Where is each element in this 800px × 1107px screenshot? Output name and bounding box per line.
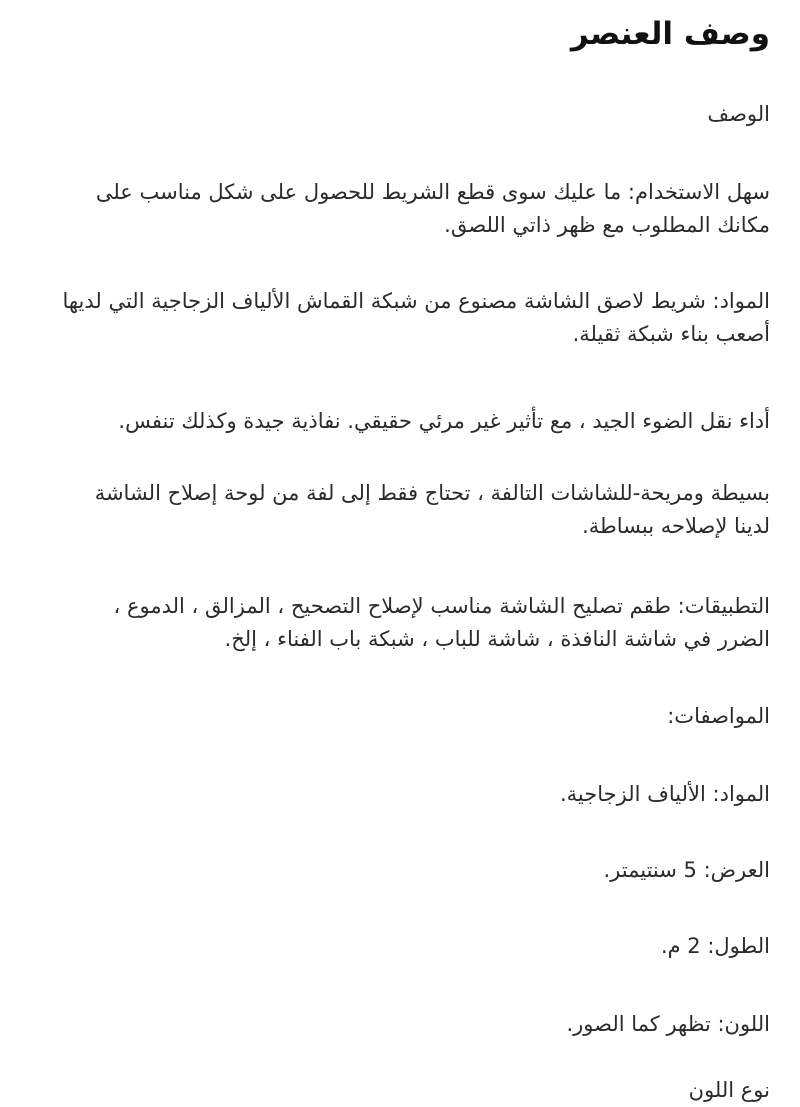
spec-width: العرض: 5 سنتيمتر. [603, 858, 770, 882]
applications-paragraph: التطبيقات: طقم تصليح الشاشة مناسب لإصلاح التصحيح ، المزالق ، الدموع ، الضرر في شاشة النافذة ، شاشة للباب ، شبكة باب الفناء ، إلخ. [113, 594, 770, 651]
spec-color: اللون: تظهر كما الصور. [566, 1012, 770, 1036]
ease-of-use-paragraph: سهل الاستخدام: ما عليك سوى قطع الشريط للحصول على شكل مناسب على مكانك المطلوب مع ظهر ذاتي اللصق. [95, 180, 770, 237]
cut-off-line: نوع اللون [688, 1078, 770, 1102]
specifications-heading: المواصفات: [667, 704, 770, 728]
spec-material: المواد: الألياف الزجاجية. [560, 782, 770, 806]
light-transmission-paragraph: أداء نقل الضوء الجيد ، مع تأثير غير مرئي حقيقي. نفاذية جيدة وكذلك تنفس. [118, 409, 770, 433]
spec-length: الطول: 2 م. [660, 934, 770, 958]
simple-repair-paragraph: بسيطة ومريحة-للشاشات التالفة ، تحتاج فقط إلى لفة من لوحة إصلاح الشاشة لدينا لإصلاحه ببساطة. [94, 481, 770, 538]
materials-paragraph: المواد: شريط لاصق الشاشة مصنوع من شبكة القماش الألياف الزجاجية التي لديها أصعب بناء شبكة ثقيلة. [62, 289, 770, 346]
page-title: وصف العنصر [570, 16, 770, 52]
description-heading: الوصف [707, 102, 770, 126]
